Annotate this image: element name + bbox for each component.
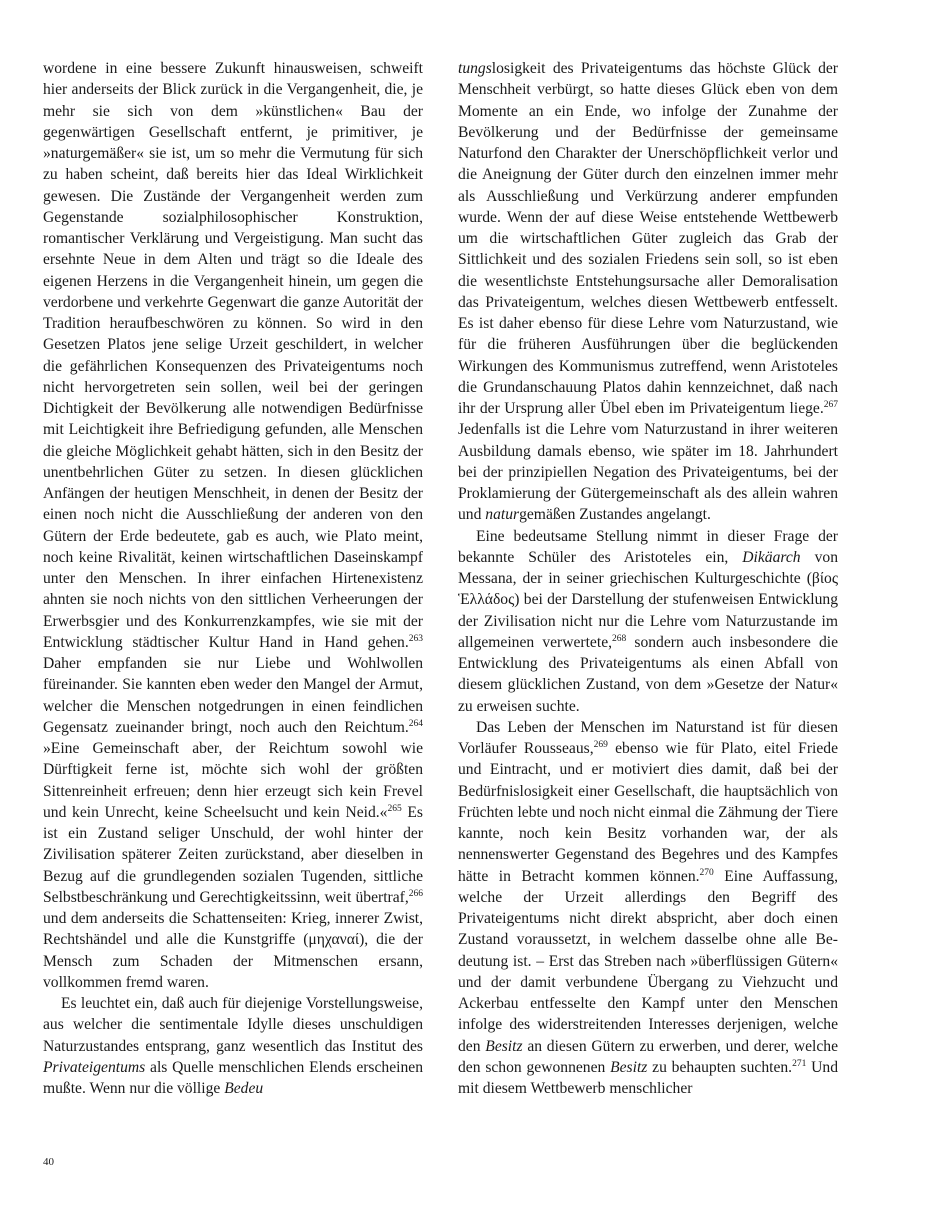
text-run: Eine Auffassung, welche der Urzeit allerdings den Begriff des Privateigentums nicht direkt abspricht, aber doch einen Zustand voraussetzt, in welchem dasselbe ohne alle Bedeutung ist. – Erst das Streben nach »überflüssigen Gütern« und der damit verbundene Übergang zu Viehzucht und Ackerbau entfesselte den Kampf unter den Menschen infolge des widerstreitenden Interesses derjenigen, welche den [458,867,838,1055]
footnote-marker: 270 [699,867,714,878]
text-run: losigkeit des Privateigentums das höchste Glück der Menschheit verbürgt, so hatte dieses Glück eben von dem Momente an ein Ende, wo infolge der Zunahme der Bevölkerung und der Bedürfnisse der gemeinsame Naturfond den Charakter der Unerschöpflichkeit verlor und die Aneignung der Güter durch den einzelnen immer mehr als Ausschließung und Verkürzung anderer empfunden wurde. Wenn der auf diese Weise entstehende Wettbewerb um die wirtschaftlichen Güter zugleich das Grab der Sittlichkeit und des sozialen Friedens sein soll, so ist eben die wesentlichste Entstehungsursache aller Demoralisation das Privateigentum, welches diesen Wettbewerb entfesselt. Es ist daher ebenso für diese Lehre vom Naturzustand, wie für die früheren Ausführungen über die beglückenden Wirkungen des Kommunismus zutreffend, wenn Aristoteles die Grundanschauung Platos dahin kennzeichnet, daß nach ihr der Ursprung aller Übel eben im Privateigentum liege. [458,60,838,417]
italic-text: tungs [458,60,492,77]
right-column [458,58,838,1099]
italic-text: Privateigentums [43,1058,146,1076]
text-run: ebenso wie für Plato, eitel Friede und Eintracht, und er motiviert dies damit, daß bei der Bedürfnislosigkeit einer Gesellschaft, die hauptsächlich von Früchten lebte und noch nicht einmal die Zähmung der Tiere kannte, noch kein Besitz vorhanden war, der als nennenswerter Gegenstand des Begehres und des Kampfes hätte in Betracht kommen können. [458,740,838,885]
text-run: gemäßen Zustandes angelangt. [519,506,711,524]
paragraph [458,717,838,1100]
page-number: 40 [43,1156,54,1168]
text-run: Eine bedeutsame Stellung nimmt in dieser Frage der bekannte Schüler des Aristoteles ein, [458,527,838,566]
footnote-marker: 269 [593,740,608,750]
text-run: an diesen Gütern zu erwerben, und derer, welche den schon gewonnenen [458,1037,839,1076]
text-run: von Messana, der in seiner griechischen Kulturgeschichte (βίος Ἑλλάδος) bei der Darstellung der stufenweisen Entwicklung der Zivilisation nicht nur die Lehre vom Naturzustande im allgemeinen verwertete, [458,548,838,651]
footnote-marker: 271 [792,1058,807,1069]
text-run: Jedenfalls ist die Lehre vom Naturzustand in ihrer weiteren Ausbildung damals ebenso, wie später im 18. Jahrhundert bei der prinzipiellen Negation des Privateigentums, bei der Proklamierung der Gütergemeinschaft als des allein wahren und [458,421,838,524]
text-run: zu behaupten suchten. [647,1058,793,1076]
footnote-marker: 267 [823,400,838,410]
text-run: als Quelle menschlichen Elends erscheinen mußte. Wenn nur die völlige [43,1058,423,1097]
footnote-marker: 266 [408,888,423,899]
paragraph [458,58,838,526]
text-run: wordene in eine bessere Zukunft hinausweisen, schweift hier anderseits der Blick zurück in die Vergangenheit, die, je mehr sie sich von dem »künstlichen« Bau der gegenwärtigen Gesellschaft entfernt, je primitiver, je »naturgemäßer« sie ist, um so mehr die Vermutung für sich zu haben scheint, daß bereits hier das Ideal Wirklichkeit gewesen. Die Zustände der Vergangenheit werden zum Gegenstande sozialphilosophischer Konstruktion, romantischer Verklärung und Vergeistigung. Man sucht das ersehnte Neue in dem Alten und trägt so die Ideale des eigenen Herzens in die Vergangenheit hinein, um gegen die verdorbene und verkehrte Gegenwart die ganze Autorität der Tradition heraufbeschwören zu können. So wird in den Gesetzen Platos jene selige Urzeit geschildert, in welcher die gefährlichen Konsequenzen des Privateigentums noch nicht hervorgetreten sein sollen, weil bei der geringen Dichtigkeit der Bevölkerung alle notwendigen Bedürfnisse mit Leichtigkeit ihre Befriedigung gefunden, alle Menschen die gleiche Möglichkeit gehabt hätten, sich in den Besitz der unentbehrlichen Güter zu setzen. In diesen glücklichen Anfängen der heutigen Menschheit, in denen der Besitz der einen noch nicht die Ausschließung der anderen von den Gütern der Erde bedeutete, gab es auch, wie Plato meint, noch keine Rivalität, keinen wirtschaftlichen Daseinskampf unter den Menschen. In ihrer einfachen Hirtenexistenz ahnten sie noch nichts von den sittlichen Verheerungen der Erwerbsgier und des Konkurrenzkampfes, wie sie mit der Entwicklung städtischer Kultur Hand in Hand gehen. [43,60,423,651]
text-run: und dem anderseits die Schattenseiten: Krieg, innerer Zwist, Rechtshändel und alle die Kunstgriffe (μηχαναί), die der Mensch zum Schaden der Mitmenschen ersann, vollkommen fremd waren. [43,910,423,991]
paragraph [43,993,423,1099]
text-run: Daher empfanden sie nur Liebe und Wohlwollen füreinander. Sie kannten eben weder den Mangel der Armut, welcher die Menschen notgedrungen in einen feindlichen Gegensatz zueinander bringt, noch auch den Reichtum. [43,655,423,736]
footnote-marker: 268 [612,633,627,644]
text-run: Es ist ein Zustand seliger Unschuld, der wohl hinter der Zivilisation späterer Zeiten zurückstand, aber dieselben in Bezug auf die grundlegenden sozialen Tugenden, sittliche Selbstbeschränkung und Gerechtigkeitssinn, weit übertraf, [43,803,423,906]
italic-text: Besitz [485,1037,523,1055]
text-run: Es leuchtet ein, daß auch für diejenige Vorstellungsweise, aus welcher die sentimentale Idylle dieses unschuldigen Naturzustandes entsprang, ganz wesentlich das Institut des [43,995,423,1055]
left-column [43,58,423,1099]
italic-text: natur [485,506,520,524]
paragraph [43,58,423,993]
text-run: »Eine Gemeinschaft aber, der Reichtum sowohl wie Dürftigkeit ferne ist, möchte sich wohl der größten Sittenreinheit erfreuen; denn hier erzeugt sich kein Frevel und kein Unrecht, keine Scheelsucht und kein Neid.« [43,740,423,821]
paragraph [458,526,838,717]
italic-text: Bedeu [224,1080,264,1097]
text-run: Das Leben der Menschen im Naturstand ist für diesen Vorläufer Rousseaus, [458,718,838,757]
text-run: sondern auch insbesondere die Entwicklung des Privateigentums als einen Abfall von diesem glücklichen Zustand, von dem »Gesetze der Natur« zu erweisen suchte. [458,633,838,715]
text-run: Und mit diesem Wettbewerb menschlicher [458,1058,838,1097]
footnote-marker: 263 [408,633,423,644]
italic-text: Dikäarch [742,548,801,566]
footnote-marker: 265 [387,803,402,814]
italic-text: Besitz [610,1058,648,1076]
footnote-marker: 264 [408,718,423,729]
